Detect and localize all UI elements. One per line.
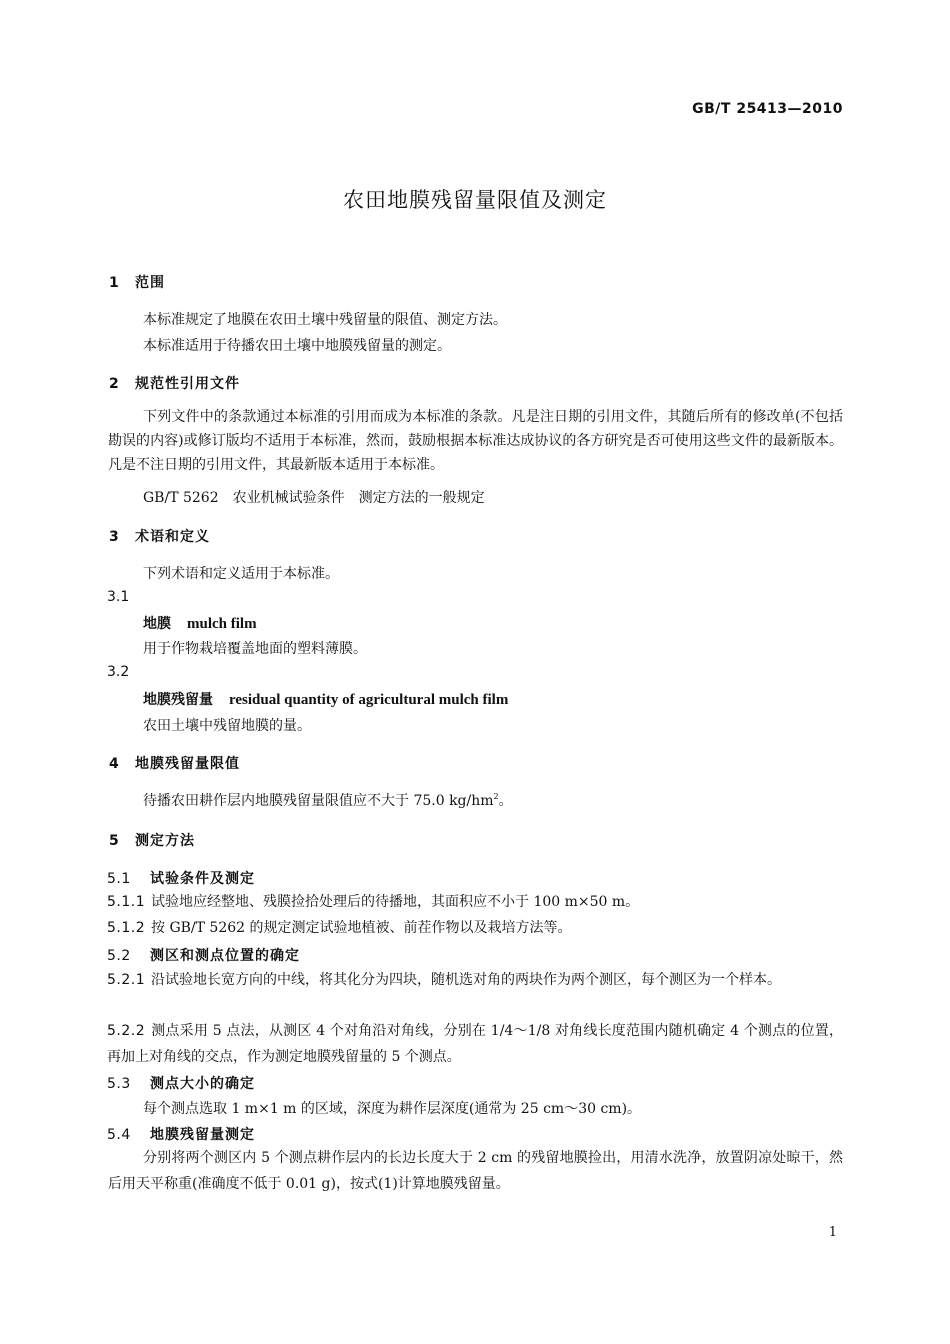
term-zh: 地膜 bbox=[143, 616, 171, 632]
normative-reference: GB/T 5262 农业机械试验条件 测定方法的一般规定 bbox=[143, 490, 485, 506]
clause bbox=[107, 967, 843, 993]
paragraph: 每个测点选取 1 m×1 m 的区域，深度为耕作层深度(通常为 25 cm～30 cm)。 bbox=[143, 1101, 642, 1117]
clause-text: 按 GB/T 5262 的规定测定试验地植被、前茬作物以及栽培方法等。 bbox=[151, 920, 572, 936]
paragraph: 本标准适用于待播农田土壤中地膜残留量的测定。 bbox=[143, 338, 451, 354]
section-label: 规范性引用文件 bbox=[135, 376, 240, 392]
section-label: 测定方法 bbox=[135, 833, 195, 849]
page-number: 1 bbox=[828, 1225, 837, 1240]
section-label: 地膜残留量限值 bbox=[135, 756, 240, 772]
subsection-label: 地膜残留量测定 bbox=[150, 1127, 255, 1143]
subsection-label: 测区和测点位置的确定 bbox=[150, 948, 300, 964]
clause bbox=[107, 915, 843, 941]
subsection-5-2-heading bbox=[107, 945, 300, 965]
term-number: 3.2 bbox=[107, 664, 130, 680]
section-number: 3 bbox=[109, 529, 120, 545]
paragraph: 分别将两个测区内 5 个测点耕作层内的长边长度大于 2 cm 的残留地膜捡出，用清水洗净，放置阴凉处晾干，然后用天平称重(准确度不低于 0.01 g)，按式(1)计算地膜残留量。 bbox=[108, 1150, 843, 1192]
clause-number: 5.2.2 bbox=[107, 1023, 146, 1039]
limit-text: 待播农田耕作层内地膜残留量限值应不大于 75.0 kg/hm bbox=[143, 793, 494, 809]
section-label: 范围 bbox=[135, 275, 165, 291]
section-2-heading bbox=[109, 373, 240, 393]
paragraph bbox=[143, 790, 513, 810]
term-definition: 用于作物栽培覆盖地面的塑料薄膜。 bbox=[143, 641, 367, 657]
subsection-number: 5.4 bbox=[107, 1127, 131, 1143]
subsection-5-1-heading bbox=[107, 868, 255, 888]
punctuation: 。 bbox=[498, 793, 513, 809]
term-en: mulch film bbox=[187, 616, 257, 632]
clause-text: 沿试验地长宽方向的中线，将其化分为四块，随机选对角的两块作为两个测区，每个测区为一个样本。 bbox=[151, 972, 781, 988]
subsection-number: 5.1 bbox=[107, 871, 131, 887]
paragraph: 下列文件中的条款通过本标准的引用而成为本标准的条款。凡是注日期的引用文件，其随后所有的修改单(不包括勘误的内容)或修订版均不适用于本标准，然而，鼓励根据本标准达成协议的各方研究是否可使用这些文件的最新版本。凡是不注日期的引用文件，其最新版本适用于本标准。 bbox=[108, 409, 843, 473]
term-definition: 农田土壤中残留地膜的量。 bbox=[143, 718, 311, 734]
superscript: 2 bbox=[493, 792, 499, 801]
subsection-5-3-heading bbox=[107, 1073, 255, 1093]
clause bbox=[107, 1018, 843, 1070]
paragraph: 下列术语和定义适用于本标准。 bbox=[143, 566, 339, 582]
subsection-number: 5.3 bbox=[107, 1076, 131, 1092]
paragraph: 本标准规定了地膜在农田土壤中残留量的限值、测定方法。 bbox=[143, 312, 507, 328]
clause-number: 5.1.2 bbox=[107, 920, 146, 936]
subsection-number: 5.2 bbox=[107, 948, 131, 964]
term-title bbox=[143, 689, 508, 709]
clause-number: 5.2.1 bbox=[107, 972, 146, 988]
clause-text: 试验地应经整地、残膜捡拾处理后的待播地，其面积应不小于 100 m×50 m。 bbox=[151, 894, 640, 910]
section-number: 2 bbox=[109, 376, 120, 392]
term-en: residual quantity of agricultural mulch film bbox=[229, 692, 509, 708]
term-title bbox=[143, 613, 257, 633]
section-1-heading bbox=[109, 272, 165, 292]
subsection-label: 测点大小的确定 bbox=[150, 1076, 255, 1092]
term-number: 3.1 bbox=[107, 589, 130, 605]
page-title: 农田地膜残留量限值及测定 bbox=[343, 188, 607, 212]
subsection-5-4-heading bbox=[107, 1124, 255, 1144]
section-number: 5 bbox=[109, 833, 120, 849]
standard-number: GB/T 25413—2010 bbox=[692, 101, 843, 117]
clause bbox=[107, 889, 843, 915]
subsection-label: 试验条件及测定 bbox=[150, 871, 255, 887]
clause-text: 测点采用 5 点法，从测区 4 个对角沿对角线，分别在 1/4～1/8 对角线长度范围内随机确定 4 个测点的位置，再加上对角线的交点，作为测定地膜残留量的 5 个测点。 bbox=[107, 1023, 843, 1065]
clause-number: 5.1.1 bbox=[107, 894, 146, 910]
section-5-heading bbox=[109, 830, 195, 850]
section-label: 术语和定义 bbox=[135, 529, 210, 545]
section-4-heading bbox=[109, 753, 240, 773]
section-3-heading bbox=[109, 526, 210, 546]
term-zh: 地膜残留量 bbox=[143, 692, 213, 708]
section-number: 4 bbox=[109, 756, 120, 772]
section-number: 1 bbox=[109, 275, 120, 291]
